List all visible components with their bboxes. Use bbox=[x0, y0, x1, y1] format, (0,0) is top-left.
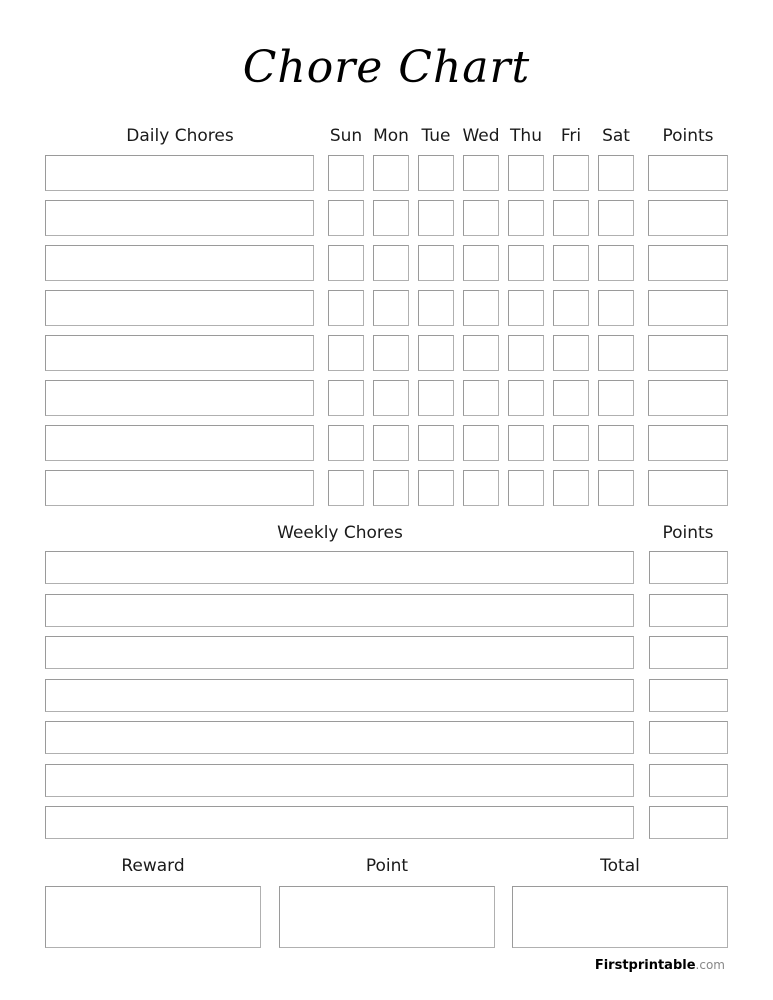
reward-field[interactable] bbox=[45, 886, 261, 948]
weekly-points-field[interactable] bbox=[649, 636, 728, 669]
daily-chores-header: Daily Chores bbox=[126, 126, 234, 146]
checkbox-sun[interactable] bbox=[328, 470, 364, 506]
daily-points-header: Points bbox=[662, 126, 714, 146]
daily-chore-field[interactable] bbox=[45, 155, 314, 191]
daily-points-field[interactable] bbox=[648, 155, 728, 191]
checkbox-fri[interactable] bbox=[553, 470, 589, 506]
checkbox-sat[interactable] bbox=[598, 290, 634, 326]
checkbox-tue[interactable] bbox=[418, 380, 454, 416]
checkbox-sun[interactable] bbox=[328, 245, 364, 281]
total-field[interactable] bbox=[512, 886, 728, 948]
checkbox-tue[interactable] bbox=[418, 470, 454, 506]
weekly-points-field[interactable] bbox=[649, 679, 728, 712]
weekly-points-field[interactable] bbox=[649, 764, 728, 797]
daily-chore-field[interactable] bbox=[45, 245, 314, 281]
daily-chore-field[interactable] bbox=[45, 290, 314, 326]
checkbox-sat[interactable] bbox=[598, 155, 634, 191]
day-header-wed: Wed bbox=[462, 126, 500, 146]
checkbox-thu[interactable] bbox=[508, 200, 544, 236]
daily-chore-field[interactable] bbox=[45, 380, 314, 416]
checkbox-mon[interactable] bbox=[373, 200, 409, 236]
checkbox-thu[interactable] bbox=[508, 470, 544, 506]
reward-label: Reward bbox=[121, 856, 185, 876]
weekly-chores-header: Weekly Chores bbox=[277, 523, 403, 543]
checkbox-mon[interactable] bbox=[373, 155, 409, 191]
checkbox-sun[interactable] bbox=[328, 155, 364, 191]
weekly-chore-field[interactable] bbox=[45, 636, 634, 669]
checkbox-sat[interactable] bbox=[598, 335, 634, 371]
checkbox-wed[interactable] bbox=[463, 290, 499, 326]
daily-points-field[interactable] bbox=[648, 380, 728, 416]
checkbox-sat[interactable] bbox=[598, 425, 634, 461]
checkbox-thu[interactable] bbox=[508, 290, 544, 326]
checkbox-mon[interactable] bbox=[373, 245, 409, 281]
checkbox-thu[interactable] bbox=[508, 245, 544, 281]
checkbox-sat[interactable] bbox=[598, 200, 634, 236]
weekly-points-field[interactable] bbox=[649, 721, 728, 754]
checkbox-fri[interactable] bbox=[553, 155, 589, 191]
checkbox-wed[interactable] bbox=[463, 200, 499, 236]
checkbox-fri[interactable] bbox=[553, 245, 589, 281]
daily-points-field[interactable] bbox=[648, 335, 728, 371]
checkbox-tue[interactable] bbox=[418, 245, 454, 281]
checkbox-tue[interactable] bbox=[418, 155, 454, 191]
checkbox-sat[interactable] bbox=[598, 470, 634, 506]
checkbox-tue[interactable] bbox=[418, 200, 454, 236]
brand-footer bbox=[595, 958, 725, 973]
checkbox-thu[interactable] bbox=[508, 155, 544, 191]
checkbox-mon[interactable] bbox=[373, 425, 409, 461]
day-header-sat: Sat bbox=[602, 126, 630, 146]
weekly-points-header: Points bbox=[662, 523, 714, 543]
page-title: Chore Chart bbox=[242, 42, 531, 93]
checkbox-sun[interactable] bbox=[328, 200, 364, 236]
daily-chore-field[interactable] bbox=[45, 335, 314, 371]
total-label: Total bbox=[600, 856, 640, 876]
checkbox-tue[interactable] bbox=[418, 290, 454, 326]
checkbox-wed[interactable] bbox=[463, 380, 499, 416]
checkbox-tue[interactable] bbox=[418, 335, 454, 371]
weekly-chore-field[interactable] bbox=[45, 764, 634, 797]
brand-name: Firstprintable bbox=[594, 958, 696, 973]
brand-suffix: .com bbox=[695, 958, 725, 972]
day-header-fri: Fri bbox=[560, 126, 582, 146]
checkbox-fri[interactable] bbox=[553, 425, 589, 461]
checkbox-sun[interactable] bbox=[328, 425, 364, 461]
daily-chore-field[interactable] bbox=[45, 470, 314, 506]
checkbox-sat[interactable] bbox=[598, 380, 634, 416]
weekly-chore-field[interactable] bbox=[45, 721, 634, 754]
checkbox-fri[interactable] bbox=[553, 335, 589, 371]
checkbox-wed[interactable] bbox=[463, 155, 499, 191]
day-header-mon: Mon bbox=[373, 126, 409, 146]
daily-chore-field[interactable] bbox=[45, 200, 314, 236]
checkbox-sat[interactable] bbox=[598, 245, 634, 281]
checkbox-mon[interactable] bbox=[373, 290, 409, 326]
daily-points-field[interactable] bbox=[648, 425, 728, 461]
daily-points-field[interactable] bbox=[648, 200, 728, 236]
weekly-points-field[interactable] bbox=[649, 551, 728, 584]
daily-chore-field[interactable] bbox=[45, 425, 314, 461]
checkbox-thu[interactable] bbox=[508, 425, 544, 461]
checkbox-sun[interactable] bbox=[328, 380, 364, 416]
checkbox-mon[interactable] bbox=[373, 380, 409, 416]
day-header-sun: Sun bbox=[329, 126, 363, 146]
checkbox-fri[interactable] bbox=[553, 200, 589, 236]
checkbox-tue[interactable] bbox=[418, 425, 454, 461]
weekly-points-field[interactable] bbox=[649, 594, 728, 627]
weekly-points-field[interactable] bbox=[649, 806, 728, 839]
weekly-chore-field[interactable] bbox=[45, 806, 634, 839]
daily-points-field[interactable] bbox=[648, 245, 728, 281]
checkbox-mon[interactable] bbox=[373, 470, 409, 506]
checkbox-fri[interactable] bbox=[553, 380, 589, 416]
checkbox-fri[interactable] bbox=[553, 290, 589, 326]
daily-points-field[interactable] bbox=[648, 470, 728, 506]
weekly-chore-field[interactable] bbox=[45, 679, 634, 712]
checkbox-wed[interactable] bbox=[463, 470, 499, 506]
day-header-thu: Thu bbox=[510, 126, 542, 146]
weekly-chore-field[interactable] bbox=[45, 594, 634, 627]
daily-points-field[interactable] bbox=[648, 290, 728, 326]
day-header-tue: Tue bbox=[421, 126, 451, 146]
checkbox-sun[interactable] bbox=[328, 290, 364, 326]
checkbox-sun[interactable] bbox=[328, 335, 364, 371]
point-field[interactable] bbox=[279, 886, 495, 948]
weekly-chore-field[interactable] bbox=[45, 551, 634, 584]
checkbox-wed[interactable] bbox=[463, 425, 499, 461]
checkbox-wed[interactable] bbox=[463, 245, 499, 281]
checkbox-mon[interactable] bbox=[373, 335, 409, 371]
checkbox-wed[interactable] bbox=[463, 335, 499, 371]
checkbox-thu[interactable] bbox=[508, 380, 544, 416]
checkbox-thu[interactable] bbox=[508, 335, 544, 371]
point-label: Point bbox=[365, 856, 409, 876]
